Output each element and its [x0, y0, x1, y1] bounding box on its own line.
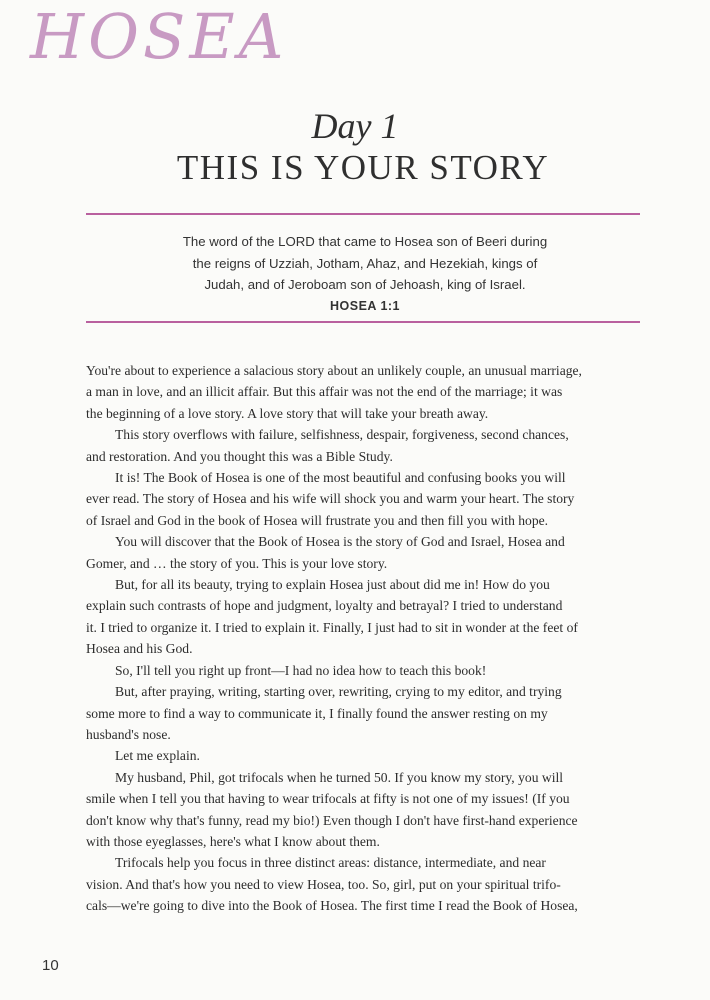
body-line: But, for all its beauty, trying to explain Hosea just about did me in! How do you: [115, 577, 550, 593]
bottom-divider: [86, 321, 640, 323]
body-line: My husband, Phil, got trifocals when he turned 50. If you know my story, you will: [115, 769, 564, 785]
body-line: explain such contrasts of hope and judgment, loyalty and betrayal? I tried to understand: [86, 598, 563, 614]
body-line: vision. And that's how you need to view Hosea, too. So, girl, put on your spiritual trifo-: [86, 876, 561, 892]
body-line: it. I tried to organize it. I tried to explain it. Finally, I just had to sit in wonder at the feet of: [86, 619, 578, 635]
body-line: cals—we're going to dive into the Book of Hosea. The first time I read the Book of Hosea,: [86, 898, 578, 914]
verse-line: The word of the LORD that came to Hosea son of Beeri during: [182, 234, 548, 249]
verse-reference: HOSEA 1:1: [329, 298, 401, 313]
body-line: Hosea and his God.: [86, 641, 193, 657]
body-line: So, I'll tell you right up front—I had no idea how to teach this book!: [115, 662, 487, 678]
body-line: of Israel and God in the book of Hosea will frustrate you and then fill you with hope.: [86, 512, 549, 528]
body-line: But, after praying, writing, starting over, rewriting, crying to my editor, and trying: [115, 684, 562, 700]
day-label: Day 1: [311, 106, 399, 146]
body-line: the beginning of a love story. A love story that will take your breath away.: [86, 405, 489, 421]
body-line: husband's nose.: [86, 726, 171, 742]
verse-line: Judah, and of Jeroboam son of Jehoash, king of Israel.: [204, 277, 526, 292]
book-title: HOSEA: [30, 0, 288, 73]
scripture-quote: [100, 231, 630, 317]
page-number: 10: [42, 957, 59, 974]
body-line: Gomer, and … the story of you. This is your love story.: [86, 555, 388, 571]
body-line: smile when I tell you that having to wear trifocals at fifty is not one of my issues! (If you: [86, 791, 570, 807]
body-line: ever read. The story of Hosea and his wife will shock you and warm your heart. The story: [86, 491, 575, 507]
top-divider: [86, 213, 640, 215]
body-line: You will discover that the Book of Hosea is the story of God and Israel, Hosea and: [115, 534, 565, 550]
body-line: don't know why that's funny, read my bio!) Even though I don't have first-hand experience: [86, 812, 578, 828]
body-line: Trifocals help you focus in three distinct areas: distance, intermediate, and near: [115, 855, 546, 871]
body-line: and restoration. And you thought this was a Bible Study.: [86, 448, 393, 464]
body-line: It is! The Book of Hosea is one of the most beautiful and confusing books you will: [115, 470, 566, 486]
body-line: with those eyeglasses, here's what I know about them.: [86, 833, 380, 849]
body-line: some more to find a way to communicate it, I finally found the answer resting on my: [86, 705, 548, 721]
body-line: You're about to experience a salacious story about an unlikely couple, an unusual marriage,: [86, 363, 582, 378]
verse-line: the reigns of Uzziah, Jotham, Ahaz, and Hezekiah, kings of: [192, 255, 538, 271]
chapter-title: THIS IS YOUR STORY: [176, 148, 550, 187]
body-text: [86, 360, 648, 917]
body-line: a man in love, and an illicit affair. But this affair was not the end of the marriage; it was: [86, 384, 563, 400]
body-line: Let me explain.: [115, 748, 200, 764]
body-line: This story overflows with failure, selfishness, despair, forgiveness, second chances,: [115, 427, 569, 443]
